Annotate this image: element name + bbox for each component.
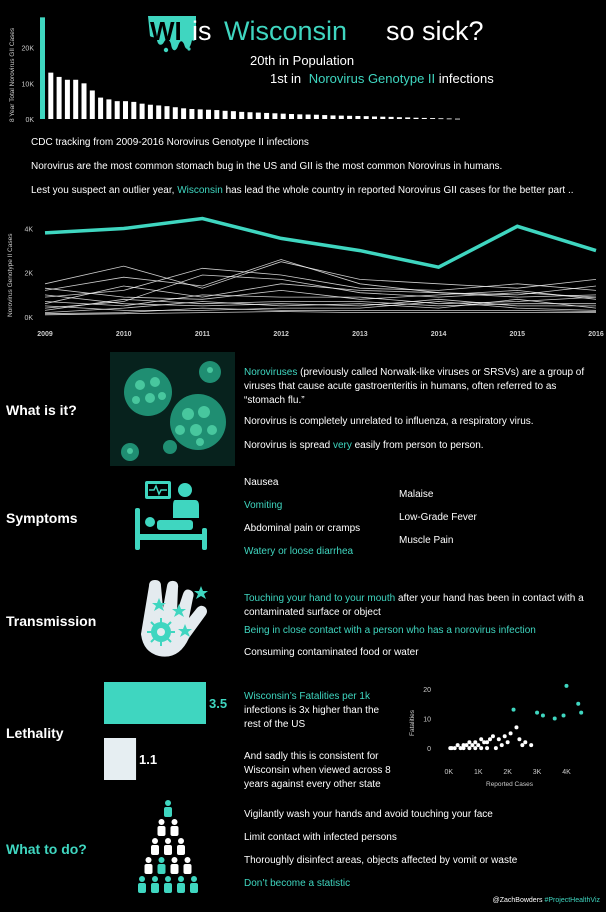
transmission-item-2: Being in close contact with a person who has a norovirus infection (244, 625, 536, 636)
lethality-text-1 (244, 690, 394, 732)
state-point (459, 746, 463, 750)
state-point (514, 725, 518, 729)
state-point (485, 746, 489, 750)
symptoms-title: Symptoms (6, 510, 78, 526)
line-x-tick-label: 2014 (430, 331, 447, 338)
scatter-x-tick-label: 1K (473, 769, 483, 776)
state-bar (389, 117, 394, 119)
rank-highlight: Norovirus Genotype II (308, 71, 436, 86)
wisconsin-point (512, 708, 516, 712)
state-bar (397, 117, 402, 119)
footer-handle: @ZachBowders (492, 897, 543, 904)
state-bar (73, 80, 78, 119)
symptom-item: Malaise (399, 489, 434, 500)
person-icon (178, 876, 184, 882)
intro-line-3-state: Wisconsin (177, 185, 223, 196)
rest-of-us-fatality-bar (104, 738, 136, 780)
transmission-item-3: Consuming contaminated food or water (244, 647, 419, 658)
line-x-tick-label: 2011 (194, 331, 211, 338)
state-point (517, 737, 521, 741)
state-point (494, 746, 498, 750)
patient-doctor-icon (133, 478, 211, 552)
person-icon (178, 838, 184, 844)
person-icon (191, 876, 197, 882)
what-is-it-p3 (244, 439, 596, 453)
state-bar (206, 110, 211, 119)
state-bar (405, 117, 410, 119)
scatter-y-tick-label: 20 (423, 686, 431, 694)
state-bar (106, 99, 111, 119)
symptom-item: Vomiting (244, 500, 283, 511)
state-bar (98, 98, 103, 119)
state-bar (322, 115, 327, 119)
rank-infections (270, 71, 494, 86)
state-bar (181, 108, 186, 119)
what-is-it-title: What is it? (6, 402, 77, 418)
state-bar (156, 105, 161, 119)
fatality-rate-bars (100, 680, 240, 784)
state-point (473, 740, 477, 744)
person-icon (159, 819, 165, 825)
person-body (151, 883, 159, 893)
state-bar (447, 118, 452, 119)
state-series-line (45, 275, 596, 308)
state-bar (372, 117, 377, 119)
state-bar (438, 118, 443, 119)
wisconsin-series-line (45, 219, 596, 268)
lethality-text-1-highlight: Wisconsin’s Fatalities per 1k (244, 691, 370, 702)
person-body (177, 845, 185, 855)
footer-credit (493, 897, 600, 904)
wisconsin-fatality-bar (104, 682, 206, 724)
wisconsin-point (535, 711, 539, 715)
person-body (184, 864, 192, 874)
state-bar (289, 114, 294, 119)
state-point (482, 740, 486, 744)
symptom-item: Watery or loose diarrhea (244, 546, 354, 557)
state-bar (140, 104, 145, 119)
state-bar (364, 116, 369, 119)
bar-chart-y-label: 8 Year Total Norovirus GII Cases (9, 27, 16, 122)
state-bar (173, 107, 178, 119)
state-bar (214, 110, 219, 119)
state-point (529, 743, 533, 747)
intro-line-2: Norovirus are the most common stomach bug in the US and GII is the most common Norovirus in humans. (31, 161, 503, 172)
line-x-tick-label: 2016 (588, 331, 604, 338)
state-bar (123, 101, 128, 119)
state-bar (430, 118, 435, 119)
person-body (164, 807, 172, 817)
line-x-tick-label: 2009 (37, 331, 53, 338)
person-body (190, 883, 198, 893)
fatality-value-label: 3.5 (209, 696, 228, 711)
state-bar (306, 115, 311, 119)
person-icon (152, 876, 158, 882)
lethality-text-1-rest: infections is 3x higher than the rest of the US (244, 705, 380, 730)
state-point (479, 746, 483, 750)
intro-line-3-prefix: Lest you suspect an outlier year, (31, 185, 175, 196)
state-bar (131, 102, 136, 119)
state-bar (248, 112, 253, 119)
state-point (491, 734, 495, 738)
symptom-item: Muscle Pain (399, 535, 454, 546)
state-point (523, 740, 527, 744)
state-point (462, 743, 466, 747)
symptoms-col-1 (244, 476, 394, 568)
state-bar (148, 105, 153, 119)
state-bar (239, 112, 244, 119)
line-y-tick-label: 2K (24, 270, 33, 278)
state-point (506, 740, 510, 744)
transmission-title: Transmission (6, 613, 97, 629)
state-bar (198, 109, 203, 119)
wisconsin-point (541, 714, 545, 718)
bar-y-tick-label: 0K (25, 117, 34, 124)
scatter-x-label: Reported Cases (486, 781, 533, 788)
state-point (476, 743, 480, 747)
scatter-y-label: Fatalities (409, 709, 416, 736)
scatter-x-tick-label: 4K (562, 769, 571, 776)
svg-text:WI: WI (150, 16, 182, 46)
person-body (138, 883, 146, 893)
line-x-tick-label: 2015 (509, 331, 526, 338)
state-bar (414, 118, 419, 119)
state-bar (40, 17, 45, 119)
state-bar (264, 113, 269, 119)
person-body (158, 826, 166, 836)
transmission-item-1-highlight: Touching your hand to your mouth (244, 593, 396, 604)
title-prefix: is (192, 16, 212, 46)
lethality-text-2: And sadly this is consistent for Wisconsin when viewed across 8 years against every other state (244, 751, 391, 790)
what-is-it-p1-rest: (previously called Norwalk-like viruses or SRSVs) are a group of viruses that cause acute gastroenteritis in humans, often referred to as “stomach flu.” (244, 367, 585, 406)
intro-line-1: CDC tracking from 2009-2016 Norovirus Genotype II infections (31, 137, 309, 148)
state-point (509, 731, 513, 735)
state-point (467, 746, 471, 750)
person-body (164, 883, 172, 893)
person-icon (165, 800, 171, 806)
state-point (467, 740, 471, 744)
state-point (500, 743, 504, 747)
what-to-do-list (244, 808, 600, 900)
wisconsin-point (562, 714, 566, 718)
state-bar (189, 109, 194, 119)
line-y-tick-label: 0K (24, 315, 33, 322)
transmission-item-1-rest: after your hand has been in contact with a contaminated surface or object (244, 593, 584, 618)
germ-hand-icon (133, 578, 218, 662)
person-icon (172, 819, 178, 825)
state-point (520, 743, 524, 747)
line-x-tick-label: 2010 (115, 331, 132, 338)
state-point (488, 737, 492, 741)
state-bar (355, 116, 360, 119)
state-bar (48, 73, 53, 119)
person-body (151, 845, 159, 855)
person-body (158, 864, 166, 874)
fatality-value-label: 1.1 (139, 752, 158, 767)
line-y-tick-label: 4K (24, 226, 33, 234)
state-bar (57, 77, 62, 119)
line-x-tick-label: 2013 (352, 331, 368, 338)
person-icon (172, 857, 178, 863)
what-to-do-title: What to do? (6, 841, 87, 857)
scatter-x-tick-label: 3K (532, 769, 542, 776)
state-bar (165, 106, 170, 119)
line-x-tick-label: 2012 (273, 331, 289, 338)
person-body (171, 826, 179, 836)
state-bar (65, 80, 70, 119)
rank-suffix: infections (438, 71, 494, 86)
what-is-it-p3-highlight: very (332, 440, 352, 451)
what-is-it-p2: Norovirus is completely unrelated to influenza, a respiratory virus. (244, 416, 534, 427)
symptoms-col-2 (399, 488, 549, 557)
title-suffix: so sick? (386, 16, 484, 46)
person-icon (139, 876, 145, 882)
yearly-cases-line-chart (0, 205, 606, 345)
state-bar (82, 83, 87, 119)
person-body (171, 864, 179, 874)
state-bar (347, 116, 352, 119)
person-icon (146, 857, 152, 863)
what-is-it-p3-prefix: Norovirus is spread (244, 440, 331, 451)
fatalities-scatter-plot (400, 676, 600, 792)
norovirus-image (110, 352, 235, 466)
symptom-item: Abdominal pain or cramps (244, 523, 361, 534)
what-is-it-p1 (244, 366, 596, 408)
scatter-x-tick-label: 2K (503, 769, 512, 776)
state-point (473, 746, 477, 750)
person-icon (159, 857, 165, 863)
person-icon (152, 838, 158, 844)
state-point (470, 743, 474, 747)
state-bar (297, 114, 302, 119)
state-bar (455, 119, 460, 120)
what-to-do-item: Vigilantly wash your hands and avoid touching your face (244, 809, 493, 820)
state-point (448, 746, 452, 750)
state-bar (380, 117, 385, 119)
rank-prefix: 1st in (270, 71, 302, 86)
scatter-y-tick-label: 0 (427, 746, 431, 754)
state-point (497, 737, 501, 741)
bar-y-tick-label: 20K (21, 45, 34, 53)
what-is-it-p1-highlight: Noroviruses (244, 367, 298, 378)
state-bar (314, 115, 319, 119)
state-bar (272, 113, 277, 119)
person-body (164, 845, 172, 855)
symptom-item: Low-Grade Fever (399, 512, 477, 523)
lethality-title: Lethality (6, 725, 64, 741)
what-to-do-item: Thoroughly disinfect areas, objects affected by vomit or waste (244, 855, 518, 866)
state-bar (231, 111, 236, 119)
wisconsin-point (579, 711, 583, 715)
bar-y-tick-label: 10K (21, 81, 34, 89)
wisconsin-point (576, 702, 580, 706)
state-bar (115, 101, 120, 119)
state-point (456, 743, 460, 747)
rank-population: 20th in Population (250, 53, 355, 68)
scatter-x-tick-label: 0K (444, 769, 454, 776)
people-pyramid-icon (128, 796, 208, 896)
state-bar (90, 90, 95, 119)
page-title (140, 10, 520, 54)
state-point (479, 737, 483, 741)
person-icon (165, 876, 171, 882)
state-point (503, 734, 507, 738)
state-series-line (45, 288, 596, 299)
wisconsin-point (564, 684, 568, 688)
state-bar (223, 111, 228, 119)
what-is-it-p3-suffix: easily from person to person. (354, 440, 484, 451)
state-series-line (45, 284, 596, 304)
footer-tag: #ProjectHealthViz (544, 897, 600, 904)
what-to-do-item: Limit contact with infected persons (244, 832, 397, 843)
state-bar (422, 118, 427, 119)
line-chart-y-label: Norovirus Genotype II Cases (7, 233, 14, 317)
wisconsin-point (553, 717, 557, 721)
state-bar (256, 113, 261, 119)
person-body (177, 883, 185, 893)
intro-line-3 (31, 184, 606, 198)
person-icon (165, 838, 171, 844)
person-body (145, 864, 153, 874)
state-bar (339, 116, 344, 119)
scatter-y-tick-label: 10 (423, 716, 431, 724)
state-bar (281, 114, 286, 119)
person-icon (185, 857, 191, 863)
what-to-do-item: Don’t become a statistic (244, 878, 351, 889)
intro-line-3-suffix: has lead the whole country in reported Norovirus GII cases for the better part .. (225, 185, 574, 196)
state-bar (331, 115, 336, 119)
transmission-item-1 (244, 592, 600, 620)
title-state: Wisconsin (224, 16, 348, 46)
symptom-item: Nausea (244, 477, 279, 488)
